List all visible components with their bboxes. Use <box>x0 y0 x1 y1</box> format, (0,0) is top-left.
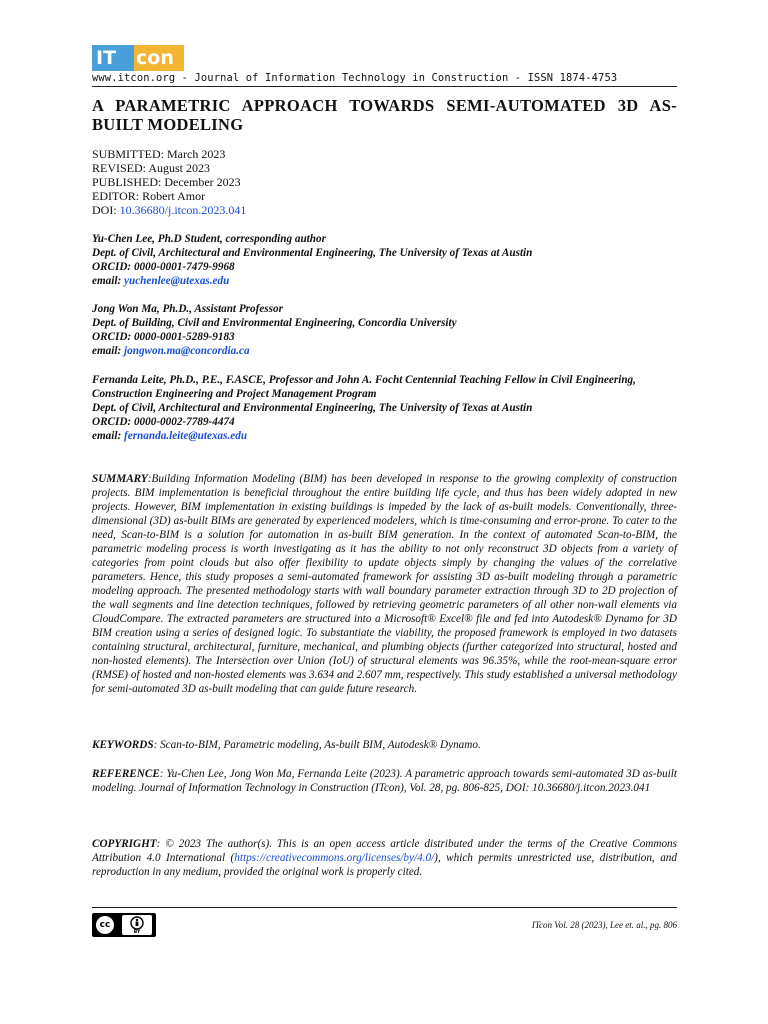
email-label: email: <box>92 275 125 287</box>
submission-meta <box>92 147 246 217</box>
header-rule <box>92 86 677 87</box>
editor: EDITOR: Robert Amor <box>92 189 206 203</box>
page-footer: ITcon Vol. 28 (2023), Lee et. al., pg. 806 <box>531 920 677 930</box>
summary-text: :Building Information Modeling (BIM) has been developed in response to the growing complexity of construction projects. BIM implementation is beneficial throughout the entire building life cycle, and thus has been widely adopted in new projects. However, BIM implementation in existing buildings is impeded by the lack of as-built models. Conventionally, three-dimensional (3D) as-built BIMs are generated by experienced modelers, which is time-consuming and error-prone. To cater to the need, Scan-to-BIM is a solution for automation in as-built BIM generation. In the context of automated Scan-to-BIM, the parametric modeling process is worth investigating as it has the ability to not only reconstruct 3D objects from a variety of categories from point clouds but also offer flexibility to update objects simply by changing the values of the correlative parameters. Hence, this study proposes a semi-automated framework for assisting 3D as-built modeling through a parametric modeling approach. The presented methodology starts with wall boundary parameter extraction through 3D to 2D projection of the wall segments and line detection techniques, followed by retrieving geometric parameters of all other non-wall elements via CloudCompare. The extracted parameters are structured into a Microsoft® Excel® file and fed into Autodesk® Dynamo for 3D BIM creation using a series of designed logic. To substantiate the viability, the proposed framework is employed in two datasets containing structural, architectural, furniture, mechanical, and plumbing objects (further categorized into structural, hosted and non-hosted elements). The Intersection over Union (IoU) of structural elements was 96.35%, while the root-mean-square error (RMSE) of hosted and non-hosted elements was 3.634 and 2.607 mm, respectively. This study established a universal methodology for semi-automated 3D as-built modeling that can guide future research. <box>92 473 677 695</box>
author-name: Yu-Chen Lee, Ph.D Student, corresponding author <box>92 233 326 245</box>
logo-it: IT <box>92 45 134 71</box>
author-name: Fernanda Leite, Ph.D., P.E., F.ASCE, Professor and John A. Focht Centennial Teaching Fellow in Civil Engineering, Construction Engineering and Project Management Program <box>92 374 636 400</box>
author-email-link[interactable]: jongwon.ma@concordia.ca <box>124 345 250 357</box>
summary-label: SUMMARY <box>92 473 148 485</box>
itcon-logo <box>92 45 184 71</box>
copyright-text-after: ), which permits unrestricted use, distribution, and reproduction in any medium, provided the original work is properly cited. <box>92 852 677 878</box>
footer-rule <box>92 907 677 908</box>
author-email-line <box>92 274 677 288</box>
by-icon <box>122 915 152 935</box>
reference-text: : Yu-Chen Lee, Jong Won Ma, Fernanda Leite (2023). A parametric approach towards semi-automated 3D as-built modeling. Journal of Information Technology in Construction (ITcon), Vol. 28, pg. 806-825, DOI: 10.36680/j.itcon.2023.041 <box>92 768 677 794</box>
cc-by-license-badge[interactable] <box>92 913 156 937</box>
summary-paragraph <box>92 472 677 696</box>
doi-label: DOI: <box>92 203 120 217</box>
copyright-paragraph <box>92 837 677 879</box>
reference-paragraph <box>92 767 677 795</box>
author-block-1 <box>92 232 677 288</box>
author-email-link[interactable]: yuchenlee@utexas.edu <box>124 275 230 287</box>
reference-label: REFERENCE <box>92 768 160 780</box>
author-orcid: ORCID: 0000-0002-7789-4474 <box>92 416 235 428</box>
author-orcid: ORCID: 0000-0001-7479-9968 <box>92 261 235 273</box>
author-affiliation: Dept. of Building, Civil and Environmental Engineering, Concordia University <box>92 317 457 329</box>
journal-header-line: www.itcon.org - Journal of Information Technology in Construction - ISSN 1874-4753 <box>92 72 618 84</box>
logo-con: con <box>134 45 184 71</box>
submitted-date: SUBMITTED: March 2023 <box>92 147 226 161</box>
author-email-line <box>92 429 677 443</box>
author-block-2 <box>92 302 677 358</box>
by-text: BY <box>133 930 141 934</box>
keywords-label: KEYWORDS <box>92 739 154 751</box>
author-name: Jong Won Ma, Ph.D., Assistant Professor <box>92 303 283 315</box>
published-date: PUBLISHED: December 2023 <box>92 175 241 189</box>
doi-link[interactable]: 10.36680/j.itcon.2023.041 <box>119 203 247 217</box>
author-affiliation: Dept. of Civil, Architectural and Environmental Engineering, The University of Texas at Austin <box>92 402 533 414</box>
author-email-link[interactable]: fernanda.leite@utexas.edu <box>124 430 248 442</box>
author-affiliation: Dept. of Civil, Architectural and Environmental Engineering, The University of Texas at Austin <box>92 247 533 259</box>
email-label: email: <box>92 345 125 357</box>
author-block-3 <box>92 373 677 443</box>
doi-line <box>92 203 246 217</box>
author-orcid: ORCID: 0000-0001-5289-9183 <box>92 331 235 343</box>
paper-title: A PARAMETRIC APPROACH TOWARDS SEMI-AUTOMATED 3D AS-BUILT MODELING <box>92 96 677 134</box>
copyright-label: COPYRIGHT <box>92 838 157 850</box>
copyright-text-before: : © 2023 The author(s). This is an open access article distributed under the terms of the Creative Commons Attribution 4.0 International ( <box>92 838 677 864</box>
attribution-person-icon <box>124 916 150 934</box>
keywords-paragraph <box>92 738 677 752</box>
author-email-line <box>92 344 677 358</box>
cc-icon: cc <box>96 916 114 934</box>
email-label: email: <box>92 430 125 442</box>
revised-date: REVISED: August 2023 <box>92 161 211 175</box>
license-link[interactable]: https://creativecommons.org/licenses/by/4.0/ <box>234 852 435 864</box>
keywords-text: : Scan-to-BIM, Parametric modeling, As-built BIM, Autodesk® Dynamo. <box>153 739 481 751</box>
